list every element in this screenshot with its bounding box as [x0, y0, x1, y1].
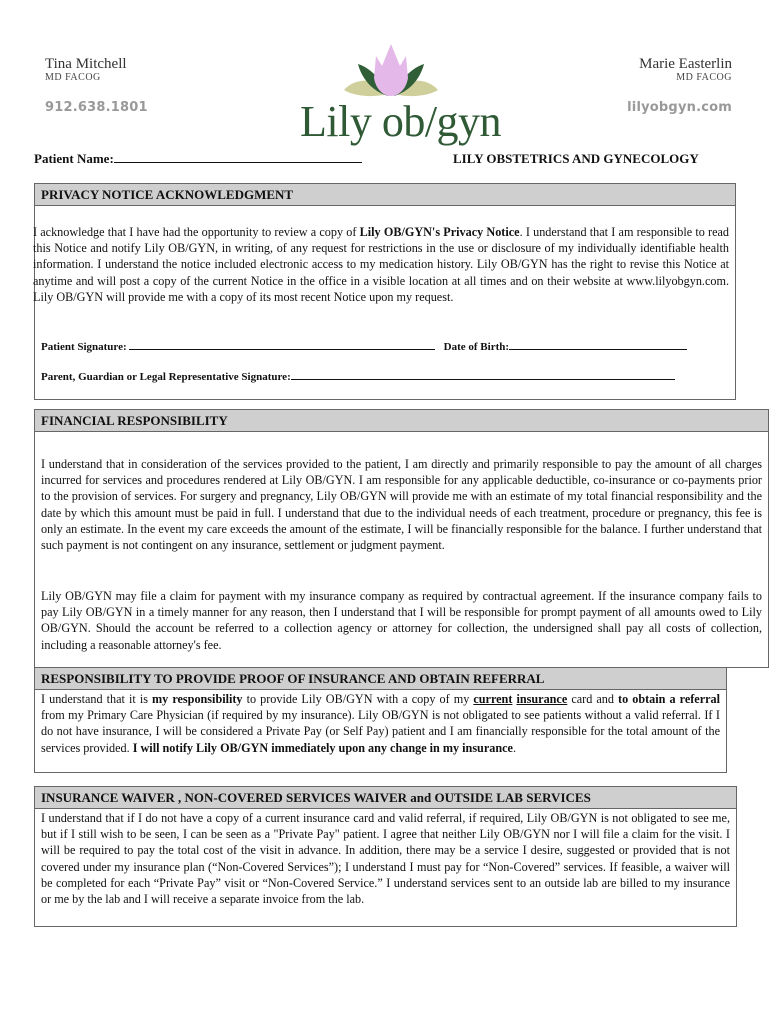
financial-paragraph-1: I understand that in consideration of the services provided to the patient, I am directly and primarily responsible to pay the amount of all charges incurred for services and procedures rendered at Lily OB/GYN. I am responsible for any applicable deductible, co-insurance or co-payments prior to the provision of services. For surgery and pregnancy, Lily OB/GYN will provide me with an estimate of my total financial responsibility and the date by which this amount must be paid in full. I understand that due to the individual needs of each treatment, procedure or pregnancy, this fee is only an estimate. In the event my care exceeds the amount of the estimate, I will be financially responsible for the balance. I further understand that such payment is not contingent on any insurance, settlement or judgment payment. — [41, 457, 762, 553]
practice-website: lilyobgyn.com — [627, 100, 732, 115]
section-title: PRIVACY NOTICE ACKNOWLEDGMENT — [35, 184, 735, 206]
right-doctor-name: Marie Easterlin — [639, 56, 732, 72]
patient-name-field[interactable] — [34, 151, 362, 167]
section-title: INSURANCE WAIVER , NON-COVERED SERVICES WAIVER and OUTSIDE LAB SERVICES — [35, 787, 736, 809]
logo-wordmark: Lily ob/gyn — [300, 97, 502, 146]
section-title: RESPONSIBILITY TO PROVIDE PROOF OF INSURANCE AND OBTAIN REFERRAL — [35, 668, 726, 690]
financial-paragraph-2: Lily OB/GYN may file a claim for payment with my insurance company as required by contractual agreement. If the insurance company fails to pay Lily OB/GYN in a timely manner for any reason, then I understand that I will be responsible for prompt payment of all amounts owed to Lily OB/GYN. Should the account be referred to a collection agency or attorney for collection, the undersigned shall pay all costs of collection, including a reasonable attorney's fee. — [41, 589, 762, 652]
left-doctor-block — [45, 56, 148, 115]
privacy-notice-section — [34, 183, 736, 400]
guardian-signature-field[interactable] — [41, 370, 675, 383]
practice-phone: 912.638.1801 — [45, 100, 148, 115]
privacy-notice-text: I acknowledge that I have had the opportunity to review a copy of Lily OB/GYN's Privacy Notice. I understand that I am responsible to read this Notice and notify Lily OB/GYN, in writing, of any request for restrictions in the use or disclosure of my individually identifiable health information. I understand the notice included electronic access to my medication history. Lily OB/GYN has the right to revise this Notice at anytime and will post a copy of the current Notice in the office in a visible location at all times and on their website at www.lilyobgyn.com. Lily OB/GYN will provide me with a copy of its most recent Notice upon my request. — [33, 225, 730, 304]
financial-responsibility-section — [34, 409, 769, 668]
guardian-signature-label: Parent, Guardian or Legal Representative Signature: — [41, 371, 291, 383]
referral-text: I understand that it is my responsibility to provide Lily OB/GYN with a copy of my current insurance card and to obtain a referral from my Primary Care Physician (if required by my insurance). Lily OB/GYN is not obligated to see patients without a valid referral. If I do not have insurance, I will be considered a Private Pay (or Self Pay) patient and I am financially responsible for the total amount of the services provided. I will notify Lily OB/GYN immediately upon any change in my insurance. — [41, 692, 720, 755]
left-doctor-title: MD FACOG — [45, 72, 101, 83]
section-title: FINANCIAL RESPONSIBILITY — [35, 410, 768, 432]
insurance-referral-section — [34, 667, 727, 773]
patient-signature-blank[interactable] — [129, 340, 435, 350]
lily-obgyn-logo — [296, 38, 502, 146]
dob-label: Date of Birth: — [443, 341, 510, 353]
patient-name-label: Patient Name: — [34, 151, 114, 166]
lotus-flower-icon — [296, 38, 486, 103]
patient-signature-label: Patient Signature: — [41, 341, 127, 353]
practice-name: LILY OBSTETRICS AND GYNECOLOGY — [453, 151, 699, 166]
insurance-waiver-section — [34, 786, 737, 927]
guardian-signature-blank[interactable] — [291, 370, 675, 380]
left-doctor-name: Tina Mitchell — [45, 56, 127, 72]
waiver-text: I understand that if I do not have a copy of a current insurance card and valid referral, if required, Lily OB/GYN is not obligated to see me, but if I still wish to be seen, I can be seen as a "Private Pay" patient. I agree that neither Lily OB/GYN nor I will file a claim for the visit. I will be required to pay the total cost of the visit in advance. In addition, there may be a service I desire, suggested or provided that is not covered under my insurance plan (“Non-Covered Services”); I understand I must pay for “Non-Covered” services. If feasible, a waiver will be completed for each “Private Pay” visit or “Non-Covered Service.” I understand services sent to an outside lab are billed to my insurance or me by the lab and I will receive a separate invoice from the lab. — [41, 811, 730, 907]
patient-signature-field[interactable] — [41, 340, 687, 353]
right-doctor-block — [627, 56, 732, 115]
dob-blank[interactable] — [509, 340, 687, 350]
right-doctor-title: MD FACOG — [676, 72, 732, 83]
patient-name-blank[interactable] — [114, 153, 362, 163]
